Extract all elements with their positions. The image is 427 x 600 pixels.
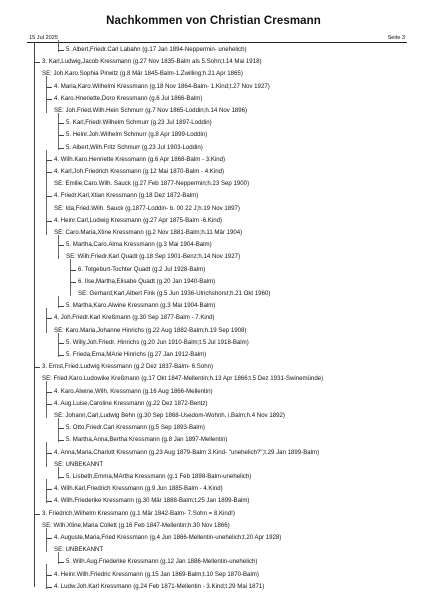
level-guide-line bbox=[58, 296, 59, 308]
descendant-entry: 4. Karo.Alwine,Wilh. Kressmann (g.16 Aug 1866-Mellentin) bbox=[54, 387, 213, 395]
spouse-entry: SE: Emilie,Caro.Wilh. Sauck (g.27 Feb 1877-Neppermin;h.23 Sep 1900) bbox=[54, 180, 250, 188]
level-guide-line bbox=[58, 137, 59, 149]
level-guide-line bbox=[46, 76, 47, 88]
level-guide-line bbox=[46, 308, 47, 320]
level-guide-line bbox=[58, 552, 59, 564]
spouse-entry: SE: Wilh.Friedr.Karl Quadt (g.18 Sep 1901-Benz;h.14 Nov 1927) bbox=[66, 253, 241, 261]
level-guide-line bbox=[58, 467, 59, 479]
descendant-entry: 4. Heinr.Wilh.Friedric Kressmann (g.15 Jan 1869-Balm;t.10 Sep 1870-Balm) bbox=[54, 570, 259, 578]
descendant-entry: 6. Totgeburt-Tochter Quadt (g.2 Jul 1928-Balm) bbox=[78, 265, 206, 273]
level-guide-line bbox=[46, 394, 47, 406]
level-guide-line bbox=[46, 150, 47, 162]
level-guide-line bbox=[46, 564, 47, 576]
level-guide-line bbox=[58, 113, 59, 125]
level-guide-line bbox=[58, 235, 59, 247]
descendant-entry: 6. Ilse,Martha,Elisabe Quadt (g.20 Jan 1940-Balm) bbox=[78, 277, 216, 285]
descendant-entry: 4. Joh.Friedr.Karl Kreßmann (g.30 Sep 1877-Balm - 7.Kind) bbox=[54, 314, 215, 322]
level-guide-line bbox=[58, 430, 59, 442]
level-guide-line bbox=[70, 284, 71, 296]
level-guide-line bbox=[58, 333, 59, 345]
descendant-entry: 5. Otto,Friedr.Carl Kressmann (g.5 Sep 1893-Balm) bbox=[66, 424, 205, 432]
level-guide-line bbox=[46, 577, 47, 589]
branch-connector bbox=[34, 514, 40, 515]
descendant-entry: 4. Wilh.Friederike Kressmann (g.30 Mär 1888-Balm;t.25 Jan 1899-Balm) bbox=[54, 497, 250, 505]
descendant-entry: 4. Ludw.Joh.Karl Kressmann (g.24 Feb 1871-Mellentin - 3.Kind;t.29 Mai 1871) bbox=[54, 582, 265, 590]
page-title: Nachkommen von Christian Cresmann bbox=[106, 15, 321, 27]
level-guide-line bbox=[70, 259, 71, 271]
branch-connector bbox=[34, 367, 40, 368]
descendant-entry: 4. Anna,Maria,Charlott Kressmann (g.23 Aug 1879-Balm 3.Kind- "unehelich?";t.29 Jan 1899-Balm) bbox=[54, 448, 320, 456]
descendant-entry: 5. Albert,Friedr.Carl Labahn (g.17 Jan 1894-Neppermin- unehelich) bbox=[66, 46, 247, 53]
print-date: 15 Jul 2025 bbox=[29, 35, 58, 41]
descendant-entry: 3. Ernst,Fried.Ludwig Kressmann (g.2 Dez 1837-Balm- 6.Sohn) bbox=[42, 363, 214, 371]
spouse-entry: SE: Wilh.Xtine,Maria Collett (g.16 Feb 1847-Mellentin;h.30 Nov 1866) bbox=[42, 521, 230, 529]
spouse-entry: SE: Karo.Maria,Johanne Hinrichs (g.22 Aug 1882-Balm;h.19 Sep 1908) bbox=[54, 326, 247, 334]
level-guide-line bbox=[46, 89, 47, 101]
descendant-entry: 4. Maria,Karo.Wilhelmi Kressmann (g.18 Nov 1864-Balm- 1.Kind;t.27 Nov 1927) bbox=[54, 82, 270, 90]
descendant-entry: 5. Albert,Wilh.Fritz Schmurr (g.23 Jul 1903-Loddin) bbox=[66, 143, 203, 151]
descendant-entry: 5. Lisbeth,Emma,MArtha Kressmann (g.1 Feb 1898-Balm-unehelich) bbox=[66, 473, 252, 480]
descendant-entry: 3. Friedrich,Wilhelm Kressmann (g.1 Mär 1842-Balm- 7.Sohn = 8.Kind!) bbox=[42, 509, 235, 517]
descendant-entry: 5. Martha,Anna,Bertha Kressmann (g.8 Jan 1897-Mellentin) bbox=[66, 436, 228, 444]
branch-connector bbox=[34, 62, 40, 63]
descendant-entry: 5. Heinr.Joh.Wilhelm Schmurr (g.8 Apr 1899-Loddin) bbox=[66, 131, 208, 139]
level-guide-line bbox=[46, 162, 47, 174]
descendant-entry: 4. Karl,Joh.Friedrich Kressmann (g.12 Mai 1870-Balm - 4.Kind) bbox=[54, 168, 225, 175]
descendant-entry: 5. Karl,Friedr.Wilhelm Schmurr (g.23 Jul 1897-Loddin) bbox=[66, 119, 212, 127]
spouse-entry: SE: Joh.Karo.Sophia Pirwitz (g.8 Mär 1845-Balm-1.Zwilling;h.21 Apr 1865) bbox=[42, 70, 243, 78]
level-guide-line bbox=[58, 418, 59, 430]
descendant-entry: 5. Frieda,Erna,MArie Hinrichs (g.27 Jan 1912-Balm) bbox=[66, 351, 207, 358]
spouse-entry: SE: UNBEKANNT bbox=[54, 546, 104, 554]
level-guide-line bbox=[46, 528, 47, 540]
level-guide-line bbox=[46, 223, 47, 235]
spouse-entry: SE: Ida,Fried.Wilh. Sauck (g.1877-Loddin- b. 00 22 J;h.19 Nov 1897) bbox=[54, 204, 240, 212]
descendant-entry: 4. Wilh.Karo.Henriette Kressmann (g.6 Apr 1868-Balm - 3.Kind) bbox=[54, 155, 226, 163]
spouse-entry: SE: Caro.Maria,Xtine Kressmann (g.2 Nov 1881-Balm;h.11 Mär 1904) bbox=[54, 229, 243, 236]
level-guide-line bbox=[46, 320, 47, 332]
descendant-entry: 4. Wilh.Karl,Friedrich Kressmann (g.9 Jun 1885-Balm - 4.Kind) bbox=[54, 485, 223, 493]
spouse-entry: SE: Gerhard,Karl,Albert Fink (g.5 Jun 1936-Ulrichshorst;h.21 Okt 1960) bbox=[78, 290, 271, 297]
descendant-entry: 4. Auguste,Maria,Fried Kressmann (g.4 Jun 1866-Mellentin-unehelich;t.20 Apr 1928) bbox=[54, 534, 282, 541]
level-guide-line bbox=[46, 479, 47, 491]
spouse-entry: SE: Johann,Carl,Ludwig Behn (g.30 Sep 1868-Usedom-Wohnh. i.Balm;h.4 Nov 1892) bbox=[54, 412, 285, 419]
tree-trunk-line bbox=[34, 43, 35, 587]
descendant-tree bbox=[28, 43, 413, 593]
descendant-entry: 3. Karl,Ludwig,Jacob Kressmann (g.27 Nov 1835-Balm als 5.Sohn;t.14 Mai 1918) bbox=[42, 58, 262, 66]
spouse-entry: SE: Joh.Fried.Wilh.Hein Schmurr (g.7 Nov 1865-Loddin;h.14 Nov 1896) bbox=[54, 107, 248, 114]
spouse-entry: SE: UNBEKANNT bbox=[54, 460, 104, 468]
descendant-entry: 4. Aug.Luise,Caroline Kressmann (g.22 Dez 1872-Bentz) bbox=[54, 399, 208, 407]
page-number: Seite 3 bbox=[387, 35, 405, 41]
descendant-entry: 4. Karo.Hneriette,Doro Kressmann (g.6 Jul 1866-Balm) bbox=[54, 94, 203, 102]
descendant-entry: 4. Friedr.Karl,Xtian Kressmann (g.18 Dez 1872-Balm) bbox=[54, 192, 199, 200]
level-guide-line bbox=[46, 442, 47, 454]
level-guide-line bbox=[46, 101, 47, 113]
descendant-entry: 5. Wilh.Aug.Friederike Kressmann (g.12 Jan 1886-Mellentin-unehelich) bbox=[66, 558, 258, 566]
level-guide-line bbox=[46, 198, 47, 210]
level-guide-line bbox=[58, 247, 59, 259]
level-guide-line bbox=[46, 174, 47, 186]
descendant-entry: 5. Willy,Joh.Friedr. Hinrichs (g.20 Jun 1910-Balm;t.5 Jul 1918-Balm) bbox=[66, 338, 249, 346]
level-guide-line bbox=[58, 40, 59, 52]
descendant-entry: 4. Heinr.Carl,Ludwig Kressmann (g.27 Apr 1875-Balm -6.Kind) bbox=[54, 216, 222, 224]
level-guide-line bbox=[46, 211, 47, 223]
level-guide-line bbox=[46, 381, 47, 393]
level-guide-line bbox=[46, 491, 47, 503]
level-guide-line bbox=[46, 406, 47, 418]
level-guide-line bbox=[58, 125, 59, 137]
level-guide-line bbox=[70, 272, 71, 284]
descendant-entry: 5. Martha,Karo.Alwine Kressmann (g.3 Mai 1904-Balm) bbox=[66, 302, 216, 310]
level-guide-line bbox=[46, 186, 47, 198]
level-guide-line bbox=[46, 540, 47, 552]
descendant-entry: 5. Martha,Caro.Alma Kressmann (g.3 Mai 1904-Balm) bbox=[66, 241, 212, 249]
level-guide-line bbox=[58, 345, 59, 357]
level-guide-line bbox=[46, 455, 47, 467]
spouse-entry: SE: Fried.Karo.Ludowike Kreßmann (g.17 Okt 1847-Mellentin;h.13 Apr 1866;t.5 Dez 1931-Swinemünde) bbox=[42, 375, 324, 383]
